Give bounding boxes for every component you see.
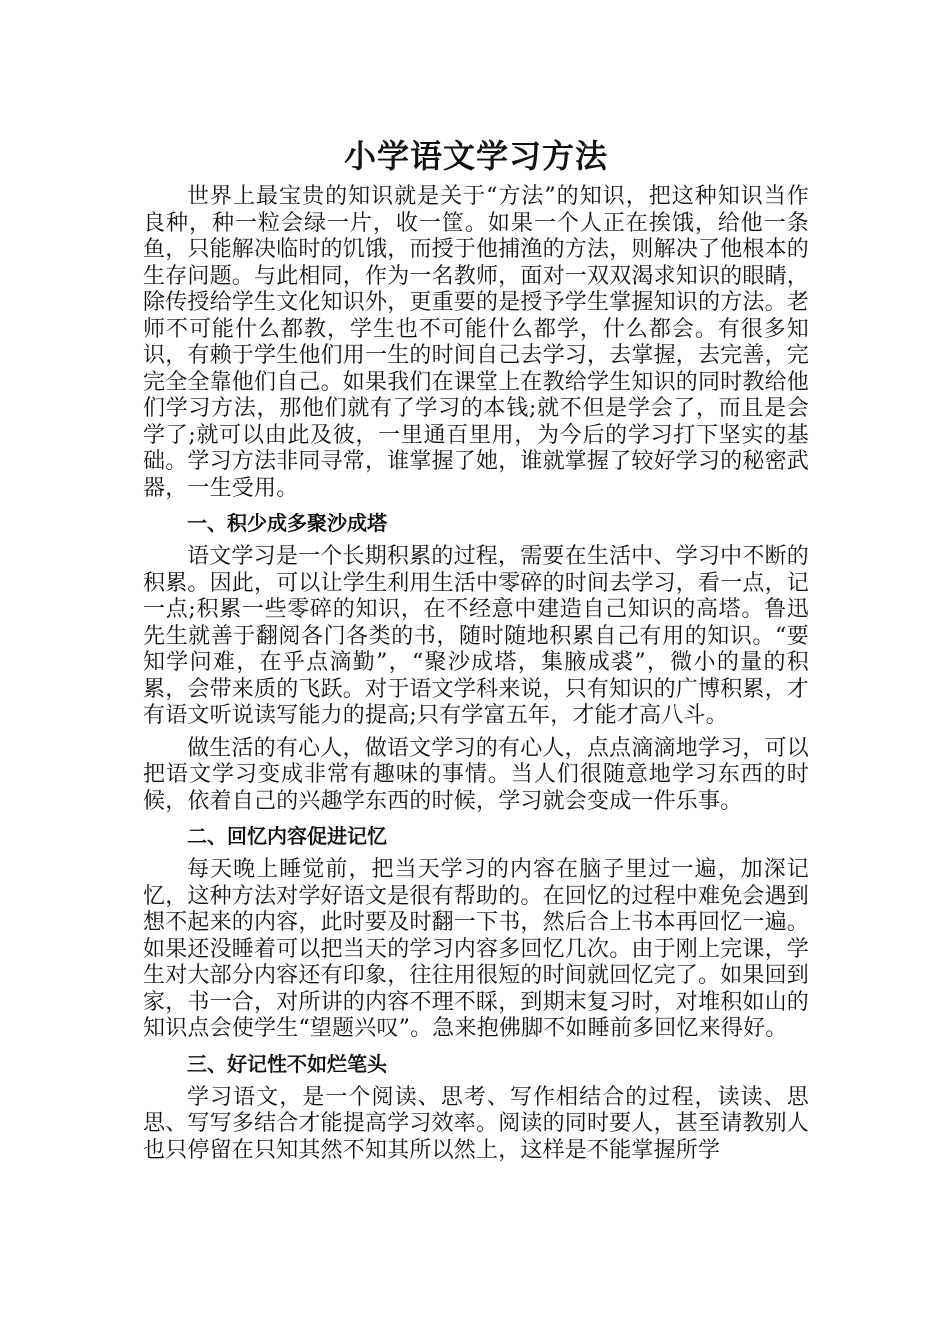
intro-paragraph: 世界上最宝贵的知识就是关于“方法”的知识，把这种知识当作良种，种一粒会绿一片，收一筐。如果一个人正在挨饿，给他一条鱼，只能解决临时的饥饿，而授于他捕渔的方法，则解决了他根本的生存问题。与此相同，作为一名教师，面对一双双渴求知识的眼睛，除传授给学生文化知识外，更重要的是授予学生掌握知识的方法。老师不可能什么都教，学生也不可能什么都学，什么都会。有很多知识，有赖于学生他们用一生的时间自己去学习，去掌握，去完善，完完全全靠他们自己。如果我们在课堂上在教给学生知识的同时教给他们学习方法，那他们就有了学习的本钱;就不但是学会了，而且是会学了;就可以由此及彼，一里通百里用，为今后的学习打下坚实的基础。学习方法非同寻常，谁掌握了她，谁就掌握了较好学习的秘密武器，一生受用。	[143, 184, 810, 501]
section-heading-3: 三、好记性不如烂笔头	[187, 1051, 387, 1076]
section-2-paragraph-1: 每天晚上睡觉前，把当天学习的内容在脑子里过一遍，加深记忆，这种方法对学好语文是很有帮助的。在回忆的过程中难免会遇到想不起来的内容，此时要及时翻一下书，然后合上书本再回忆一遍。如果还没睡着可以把当天的学习内容多回忆几次。由于刚上完课，学生对大部分内容还有印象，往往用很短的时间就回忆完了。如果回到家，书一合，对所讲的内容不理不睬，到期末复习时，对堆积如山的知识点会使学生“望题兴叹”。急来抱佛脚不如睡前多回忆来得好。	[143, 857, 810, 1041]
section-3-paragraph-1: 学习语文，是一个阅读、思考、写作相结合的过程，读读、思思、写写多结合才能提高学习效率。阅读的同时要人，甚至请教别人也只停留在只知其然不知其所以然上，这样是不能掌握所学	[143, 1084, 810, 1163]
document-title: 小学语文学习方法	[343, 137, 608, 175]
section-1-paragraph-2: 做生活的有心人，做语文学习的有心人，点点滴滴地学习，可以把语文学习变成非常有趣味的事情。当人们很随意地学习东西的时候，依着自己的兴趣学东西的时候，学习就会变成一件乐事。	[143, 735, 809, 814]
section-heading-1: 一、积少成多聚沙成塔	[187, 511, 387, 535]
document-page	[143, 120, 809, 1170]
section-heading-2: 二、回忆内容促进记忆	[187, 824, 387, 848]
section-1-paragraph-1: 语文学习是一个长期积累的过程，需要在生活中、学习中不断的积累。因此，可以让学生利用生活中零碎的时间去学习，看一点，记一点;积累一些零碎的知识，在不经意中建造自己知识的高塔。鲁迅先生就善于翻阅各门各类的书，随时随地积累自己有用的知识。“要知学问难，在乎点滴勤”，“聚沙成塔，集腋成裘”，微小的量的积累，会带来质的飞跃。对于语文学科来说，只有知识的广博积累，才有语文听说读写能力的提高;只有学富五年，才能才高八斗。	[143, 544, 810, 728]
